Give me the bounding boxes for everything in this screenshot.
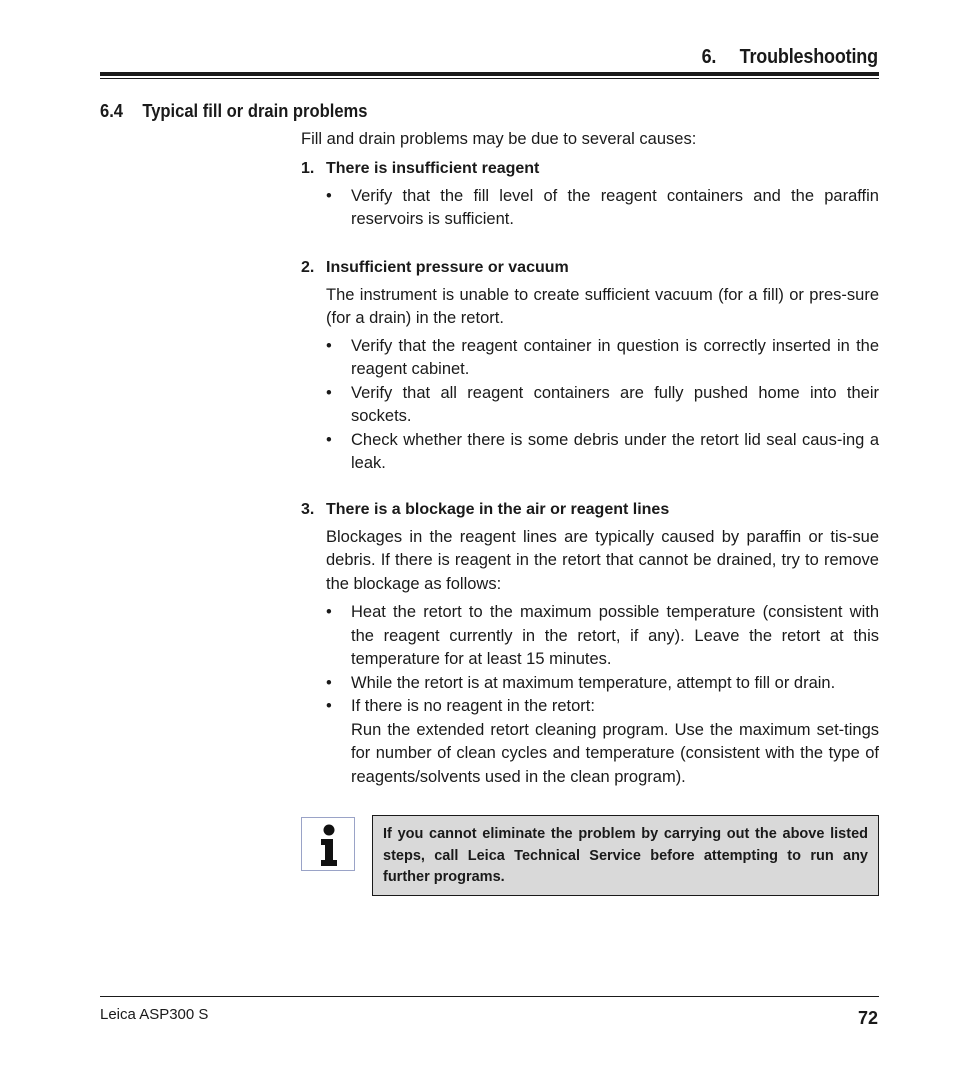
step-heading (301, 499, 879, 521)
step-title: Insufficient pressure or vacuum (326, 258, 569, 276)
bullet-icon: • (326, 186, 332, 205)
info-icon (301, 817, 355, 871)
bullet-list (326, 335, 879, 476)
bullet-text: While the retort is at maximum temperature, attempt to fill or drain. (351, 673, 836, 692)
list-item (326, 335, 879, 382)
list-item (326, 672, 879, 696)
list-item (326, 429, 879, 476)
bullet-text: Verify that the reagent container in question is correctly inserted in the reagent cabinet. (351, 336, 879, 378)
step-number: 1. (301, 159, 315, 177)
note-box (372, 815, 879, 896)
bullet-icon: • (326, 697, 332, 715)
bullet-icon: • (326, 430, 332, 449)
list-item (326, 185, 879, 232)
step-3 (301, 499, 879, 790)
bullet-icon: • (326, 603, 332, 621)
section-title (100, 101, 367, 122)
main-content (301, 128, 879, 789)
header-rule-thin (100, 78, 879, 79)
step-number: 2. (301, 258, 315, 276)
step-description: Blockages in the reagent lines are typically caused by paraffin or tis-sue debris. If there is reagent in the retort that cannot be drained, try to remove the blockage as follows: (326, 527, 879, 593)
list-item (326, 382, 879, 429)
page-number: 72 (857, 1008, 878, 1028)
step-heading (301, 158, 879, 180)
bullet-text: Verify that the fill level of the reagent containers and the paraffin reservoirs is sufficient. (351, 186, 879, 228)
bullet-text: If there is no reagent in the retort: (351, 697, 595, 715)
list-item (326, 601, 879, 672)
bullet-text: Check whether there is some debris under the retort lid seal caus-ing a leak. (351, 430, 879, 472)
step-title: There is a blockage in the air or reagent lines (326, 500, 670, 518)
intro-text: Fill and drain problems may be due to several causes: (301, 130, 697, 148)
step-title: There is insufficient reagent (326, 159, 540, 177)
section-number: 6.4 (100, 101, 124, 121)
bullet-icon: • (326, 673, 332, 692)
step-number: 3. (301, 500, 315, 518)
bullet-text: Heat the retort to the maximum possible temperature (consistent with the reagent currently in the retort, if any). Leave the retort at this temperature for at least 15 minutes. (351, 603, 879, 668)
chapter-name: Troubleshooting (739, 46, 878, 68)
header-rule-thick (100, 72, 879, 76)
bullet-continuation: Run the extended retort cleaning program. Use the maximum set-tings for number of clean cycles and temperature (consistent with the type of reagents/solvents used in the clean program). (351, 720, 879, 786)
step-2 (301, 257, 879, 476)
step-heading (301, 257, 879, 279)
bullet-list (326, 601, 879, 789)
bullet-icon: • (326, 336, 332, 355)
bullet-list (326, 185, 879, 232)
bullet-text: Verify that all reagent containers are fully pushed home into their sockets. (351, 383, 879, 425)
bullet-icon: • (326, 383, 332, 402)
list-item (326, 695, 879, 789)
section-name: Typical fill or drain problems (142, 101, 368, 121)
footer-product: Leica ASP300 S (100, 1006, 209, 1023)
chapter-number: 6. (701, 46, 717, 68)
step-1 (301, 158, 879, 232)
step-description: The instrument is unable to create sufficient vacuum (for a fill) or pres-sure (for a drain) in the retort. (326, 285, 879, 327)
note-text: If you cannot eliminate the problem by carrying out the above listed steps, call Leica Technical Service before attempting to run any further programs. (383, 826, 868, 885)
chapter-title (702, 46, 878, 69)
footer-rule (100, 996, 879, 997)
